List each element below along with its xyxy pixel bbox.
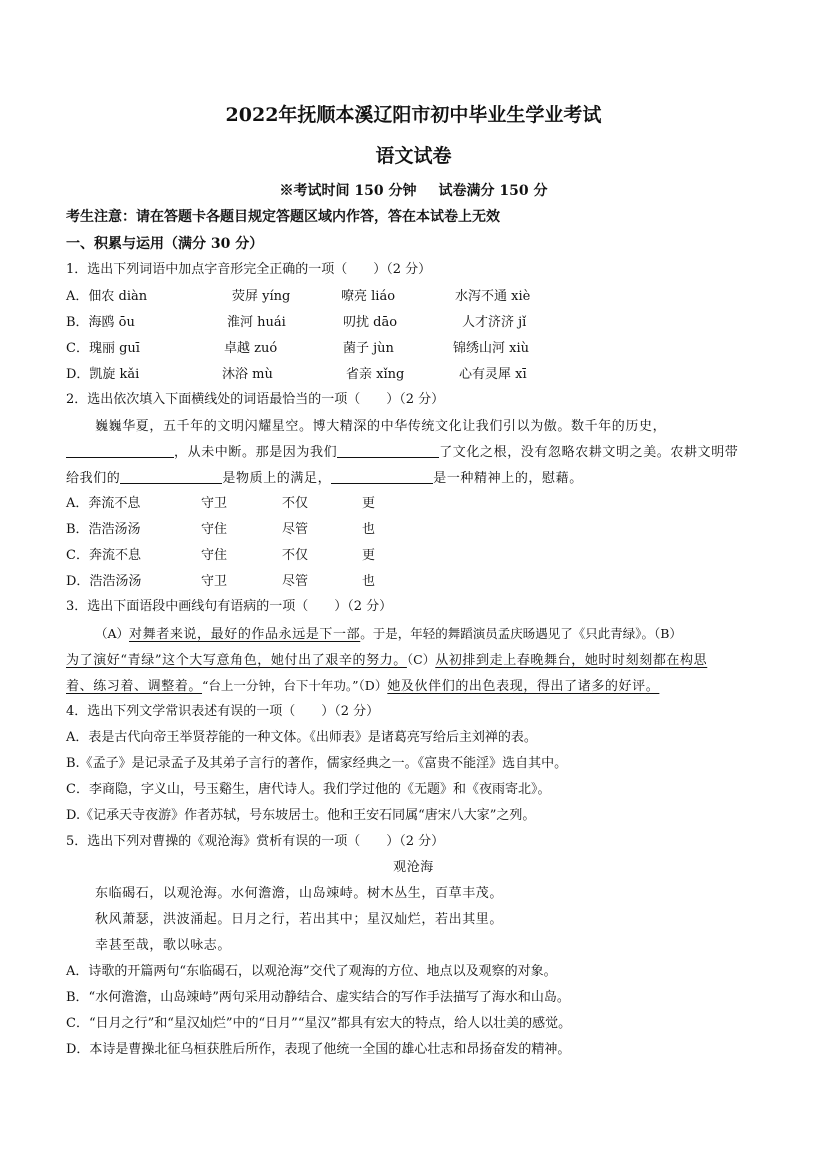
q2-option-d-4: 也 (362, 574, 376, 589)
q1-option-b-4: 人才济济 jǐ (462, 315, 527, 330)
q3-passage-line-1: （A）对舞者来说，最好的作品永远是下一部。于是，年轻的舞蹈演员孟庆旸遇见了《只此青绿》。（B） (95, 626, 682, 642)
q2-option-a-4: 更 (362, 496, 376, 511)
exam-info (0, 181, 827, 201)
q2-option-a-1: A．奔流不息 (66, 496, 141, 511)
q1-option-c-4: 锦绣山河 xiù (453, 341, 529, 356)
q1-option-d-1: D．凯旋 kǎi (66, 367, 140, 382)
q3-passage-line-3: 着、练习着、调整着。“台上一分钟，台下十年功。”（D）她及伙伴们的出色表现，得出了诸多的好评。 (66, 678, 660, 694)
q3-underlined-a: 对舞者来说，最好的作品永远是下一部 (129, 627, 361, 642)
q1-option-c-1: C．瑰丽 guī (66, 341, 140, 356)
poem-line-1: 东临碣石，以观沧海。水何澹澹，山岛竦峙。树木丛生，百草丰茂。 (95, 886, 504, 901)
q5-option-d: D．本诗是曹操北征乌桓获胜后所作，表现了他统一全国的雄心壮志和昂扬奋发的精神。 (66, 1042, 571, 1057)
q3-underlined-c-part2: 着、练习着、调整着。 (66, 679, 203, 694)
q1-option-c-2: 卓越 zuó (224, 341, 278, 356)
q2-option-d-3: 尽管 (282, 574, 309, 589)
q4-option-a: A．表是古代向帝王举贤荐能的一种文体。《出师表》是诸葛亮写给后主刘禅的表。 (66, 730, 537, 745)
q1-option-d-3: 省亲 xǐng (346, 367, 405, 382)
q3-underlined-d: 她及伙伴们的出色表现，得出了诸多的好评。 (387, 679, 660, 694)
blank-3 (120, 469, 222, 484)
q1-option-a-3: 嘹亮 liáo (341, 289, 396, 304)
q2-passage-line-2: ，从未中断。那是因为我们 了文化之根，没有忽略农耕文明之美。农耕文明带 (66, 443, 738, 462)
blank-1 (66, 443, 174, 458)
q2-option-d-1: D．浩浩汤汤 (66, 574, 142, 589)
q2-option-b-1: B．浩浩汤汤 (66, 522, 141, 537)
q1-option-b-2: 淮河 huái (227, 315, 286, 330)
q2-option-c-3: 不仅 (282, 548, 309, 563)
q2-option-d-2: 守卫 (201, 574, 228, 589)
q1-option-b-3: 叨扰 dāo (343, 315, 398, 330)
q2-passage-line-3: 给我们的 是物质上的满足， 是一种精神上的，慰藉。 (66, 471, 583, 486)
q1-option-b-1: B．海鸥 ōu (66, 315, 135, 330)
q1-option-d-2: 沐浴 mù (222, 367, 273, 382)
q1-option-c-3: 菌子 jùn (343, 341, 394, 356)
exam-subtitle: 语文试卷 (375, 145, 452, 167)
q2-option-c-2: 守住 (201, 548, 228, 563)
q2-stem: 2．选出依次填入下面横线处的词语最恰当的一项（ ）（2 分） (66, 392, 445, 407)
q1-option-a-1: A．佃农 diàn (66, 289, 148, 304)
q5-stem: 5．选出下列对曹操的《观沧海》赏析有误的一项（ ）（2 分） (66, 834, 445, 849)
exam-title: 2022年抚顺本溪辽阳市初中毕业生学业考试 (225, 104, 602, 126)
q3-underlined-b: 为了演好“青绿”这个大写意角色，她付出了艰辛的努力。 (66, 653, 407, 668)
q1-option-a-4: 水泻不通 xiè (455, 289, 531, 304)
section-1-heading: 一、积累与运用（满分 30 分） (66, 236, 264, 252)
q4-option-d: D.《记承天寺夜游》作者苏轼，号东坡居士。他和王安石同属“唐宋八大家”之列。 (66, 808, 536, 823)
q2-option-b-4: 也 (362, 522, 376, 537)
q3-underlined-c-part1: 从初排到走上春晚舞台，她时时刻刻都在构思 (435, 653, 708, 668)
q1-option-d-4: 心有灵犀 xī (459, 367, 527, 382)
q4-option-b: B.《孟子》是记录孟子及其弟子言行的著作，儒家经典之一。《富贵不能淫》选自其中。 (66, 756, 568, 771)
q1-stem: 1．选出下列词语中加点字音形完全正确的一项（ ）（2 分） (66, 262, 432, 277)
q5-option-c: C．“日月之行”和“星汉灿烂”中的“日月”“星汉”都具有宏大的特点，给人以壮美的感觉。 (66, 1016, 572, 1031)
q2-option-c-4: 更 (362, 548, 376, 563)
time-info: ※考试时间 150 分钟 (279, 183, 417, 199)
q2-option-b-2: 守住 (201, 522, 228, 537)
q4-stem: 4．选出下列文学常识表述有误的一项（ ）（2 分） (66, 704, 380, 719)
q5-option-a: A．诗歌的开篇两句“东临碣石，以观沧海”交代了观海的方位、地点以及观察的对象。 (66, 964, 557, 979)
q2-option-c-1: C．奔流不息 (66, 548, 141, 563)
q4-option-c: C．李商隐，字义山，号玉谿生，唐代诗人。我们学过他的《无题》和《夜雨寄北》。 (66, 782, 551, 797)
poem-line-3: 幸甚至哉，歌以咏志。 (95, 938, 232, 953)
q2-option-a-3: 不仅 (282, 496, 309, 511)
q3-passage-line-2: 为了演好“青绿”这个大写意角色，她付出了艰辛的努力。（C）从初排到走上春晚舞台，她时时刻刻都在构思 (66, 652, 708, 668)
notice: 考生注意：请在答题卡各题目规定答题区域内作答，答在本试卷上无效 (66, 209, 500, 225)
q2-option-b-3: 尽管 (282, 522, 309, 537)
q1-option-a-2: 荧屏 yíng (232, 289, 291, 304)
poem-title: 观沧海 (393, 860, 434, 875)
q3-stem: 3．选出下面语段中画线句有语病的一项（ ）（2 分） (66, 599, 393, 614)
blank-4 (331, 469, 433, 484)
q5-option-b: B．“水何澹澹，山岛竦峙”两句采用动静结合、虚实结合的写作手法描写了海水和山岛。 (66, 990, 570, 1005)
q2-option-a-2: 守卫 (201, 496, 228, 511)
poem-line-2: 秋风萧瑟，洪波涌起。日月之行，若出其中；星汉灿烂，若出其里。 (95, 912, 504, 927)
blank-2 (337, 443, 439, 458)
q2-passage-line-1: 巍巍华夏，五千年的文明闪耀星空。博大精深的中华传统文化让我们引以为傲。数千年的历史， (95, 419, 667, 434)
score-info: 试卷满分 150 分 (438, 183, 548, 199)
